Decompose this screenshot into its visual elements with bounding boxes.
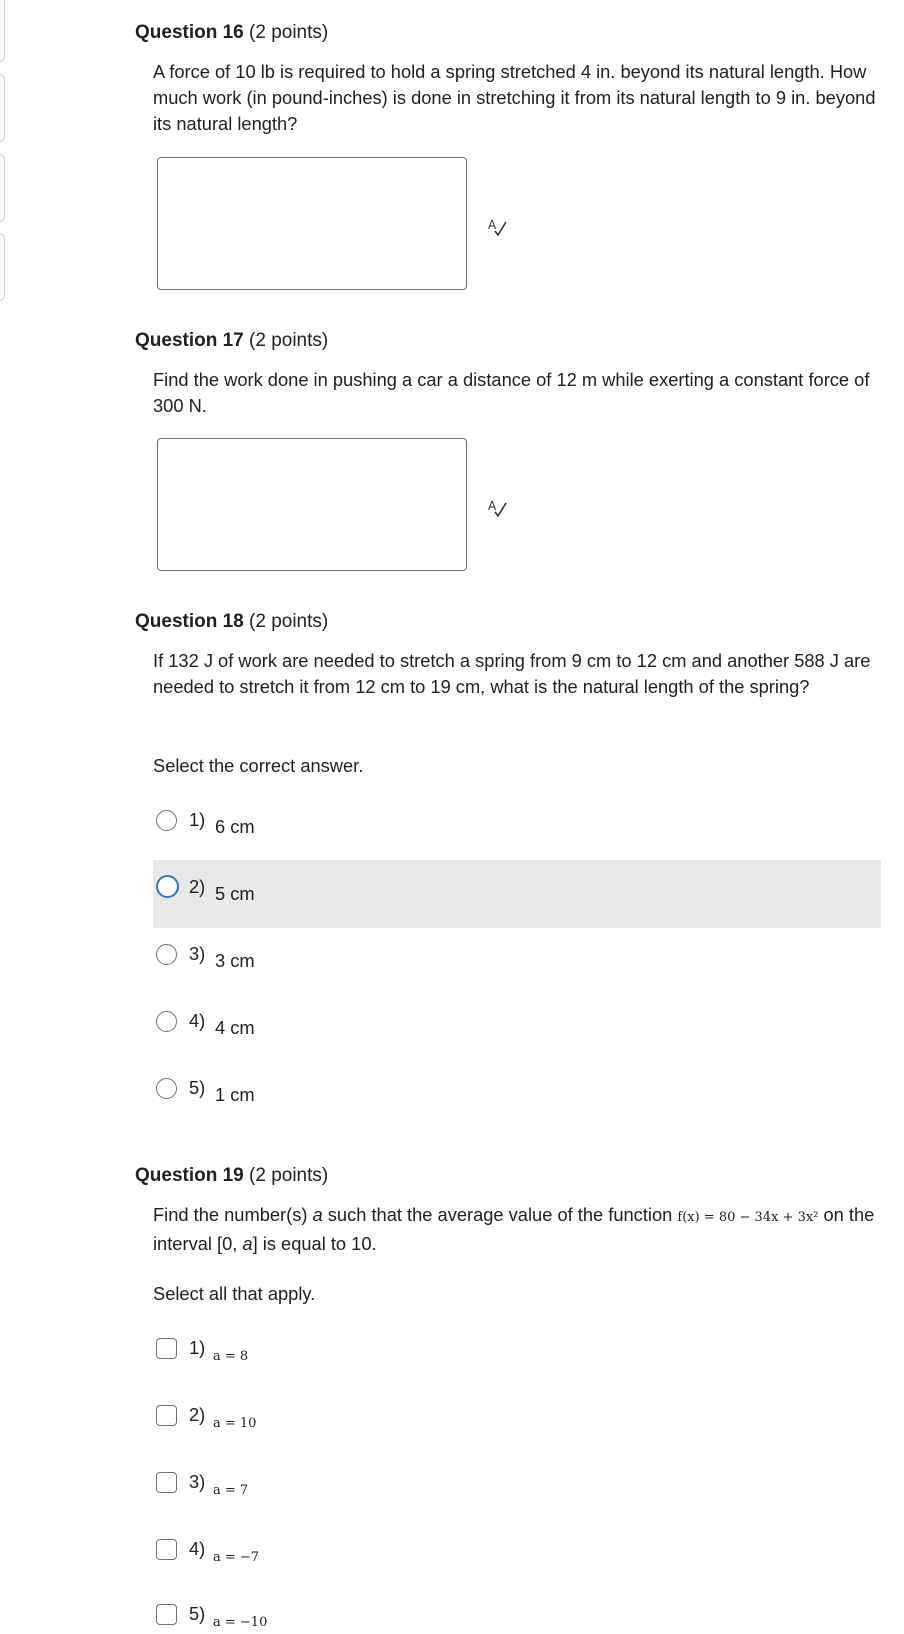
question-19-header (135, 1164, 328, 1188)
choice-math: a = −7 (213, 1550, 260, 1565)
choice-number: 5) (189, 1603, 206, 1624)
variable-a: a (242, 1233, 253, 1254)
question-19-choice-4[interactable] (153, 1536, 881, 1602)
question-17-label: Question 17 (135, 330, 244, 351)
spellcheck-icon[interactable] (486, 216, 508, 238)
question-19-choice-3[interactable] (153, 1469, 881, 1535)
checkbox[interactable] (156, 1604, 177, 1625)
svg-text:A: A (488, 499, 497, 513)
question-18-choice-4[interactable] (153, 1008, 881, 1074)
choice-math: a = 8 (213, 1349, 249, 1364)
question-19-text-part: ] is equal to 10. (252, 1233, 377, 1254)
question-18-choice-5[interactable] (153, 1075, 881, 1141)
question-19-choice-1[interactable] (153, 1335, 881, 1401)
choice-math: a = 7 (213, 1483, 249, 1498)
question-18-points: (2 points) (249, 611, 329, 632)
question-16-points: (2 points) (249, 22, 329, 43)
choice-math: a = 10 (213, 1416, 257, 1431)
choice-text: 6 cm (215, 816, 255, 837)
choice-number: 2) (189, 876, 206, 897)
radio-button[interactable] (156, 810, 177, 831)
choice-text: 1 cm (215, 1084, 255, 1105)
question-16-header (135, 21, 328, 45)
checkbox[interactable] (156, 1472, 177, 1493)
question-18-header (135, 610, 328, 634)
choice-number: 1) (189, 809, 206, 830)
question-19-label: Question 19 (135, 1165, 244, 1186)
radio-button[interactable] (156, 875, 179, 898)
question-16-answer-input[interactable] (157, 157, 467, 290)
question-19-text-part: Find the number(s) (153, 1204, 313, 1225)
side-tab-1[interactable] (0, 0, 5, 62)
radio-button[interactable] (156, 1078, 177, 1099)
choice-text: 3 cm (215, 950, 255, 971)
function-expression: f(x) = 80 − 34x + 3x² (677, 1210, 819, 1225)
question-16-label: Question 16 (135, 22, 244, 43)
question-18-prompt: Select the correct answer. (153, 755, 364, 776)
question-19-choice-5[interactable] (153, 1601, 881, 1634)
choice-number: 1) (189, 1337, 206, 1358)
question-19-points: (2 points) (249, 1165, 329, 1186)
question-17-points: (2 points) (249, 330, 329, 351)
radio-button[interactable] (156, 1011, 177, 1032)
question-18-label: Question 18 (135, 611, 244, 632)
question-19-choice-2[interactable] (153, 1402, 881, 1468)
choice-number: 5) (189, 1077, 206, 1098)
side-tab-2[interactable] (0, 74, 5, 142)
question-19-prompt: Select all that apply. (153, 1283, 316, 1304)
choice-number: 4) (189, 1010, 206, 1031)
checkbox[interactable] (156, 1405, 177, 1426)
spellcheck-icon[interactable] (486, 497, 508, 519)
question-17-header (135, 329, 328, 353)
question-16-text: A force of 10 lb is required to hold a spring stretched 4 in. beyond its natural length. How much work (in pound-inches) is done in stretching it from its natural length to 9 in. beyond its natural length? (153, 61, 876, 134)
question-18-text: If 132 J of work are needed to stretch a spring from 9 cm to 12 cm and another 588 J are needed to stretch it from 12 cm to 19 cm, what is the natural length of the spring? (153, 650, 871, 697)
choice-text: 4 cm (215, 1017, 255, 1038)
question-19-text-part: such that the average value of the function (322, 1204, 678, 1225)
question-19-text-part: on the interval [0, (153, 1204, 875, 1254)
question-17-text: Find the work done in pushing a car a distance of 12 m while exerting a constant force of 300 N. (153, 369, 870, 416)
checkbox[interactable] (156, 1539, 177, 1560)
question-17-answer-input[interactable] (157, 438, 467, 571)
svg-text:A: A (488, 218, 497, 232)
question-18-choice-2[interactable] (153, 860, 881, 928)
choice-number: 3) (189, 943, 206, 964)
side-tab-4[interactable] (0, 233, 5, 301)
choice-text: 5 cm (215, 883, 255, 904)
side-tab-3[interactable] (0, 154, 5, 222)
choice-math: a = −10 (213, 1615, 268, 1630)
variable-a: a (312, 1204, 323, 1225)
radio-button[interactable] (156, 944, 177, 965)
question-18-choice-3[interactable] (153, 941, 881, 1007)
choice-number: 4) (189, 1538, 206, 1559)
choice-number: 2) (189, 1404, 206, 1425)
choice-number: 3) (189, 1471, 206, 1492)
question-19-text (153, 1202, 885, 1257)
checkbox[interactable] (156, 1338, 177, 1359)
